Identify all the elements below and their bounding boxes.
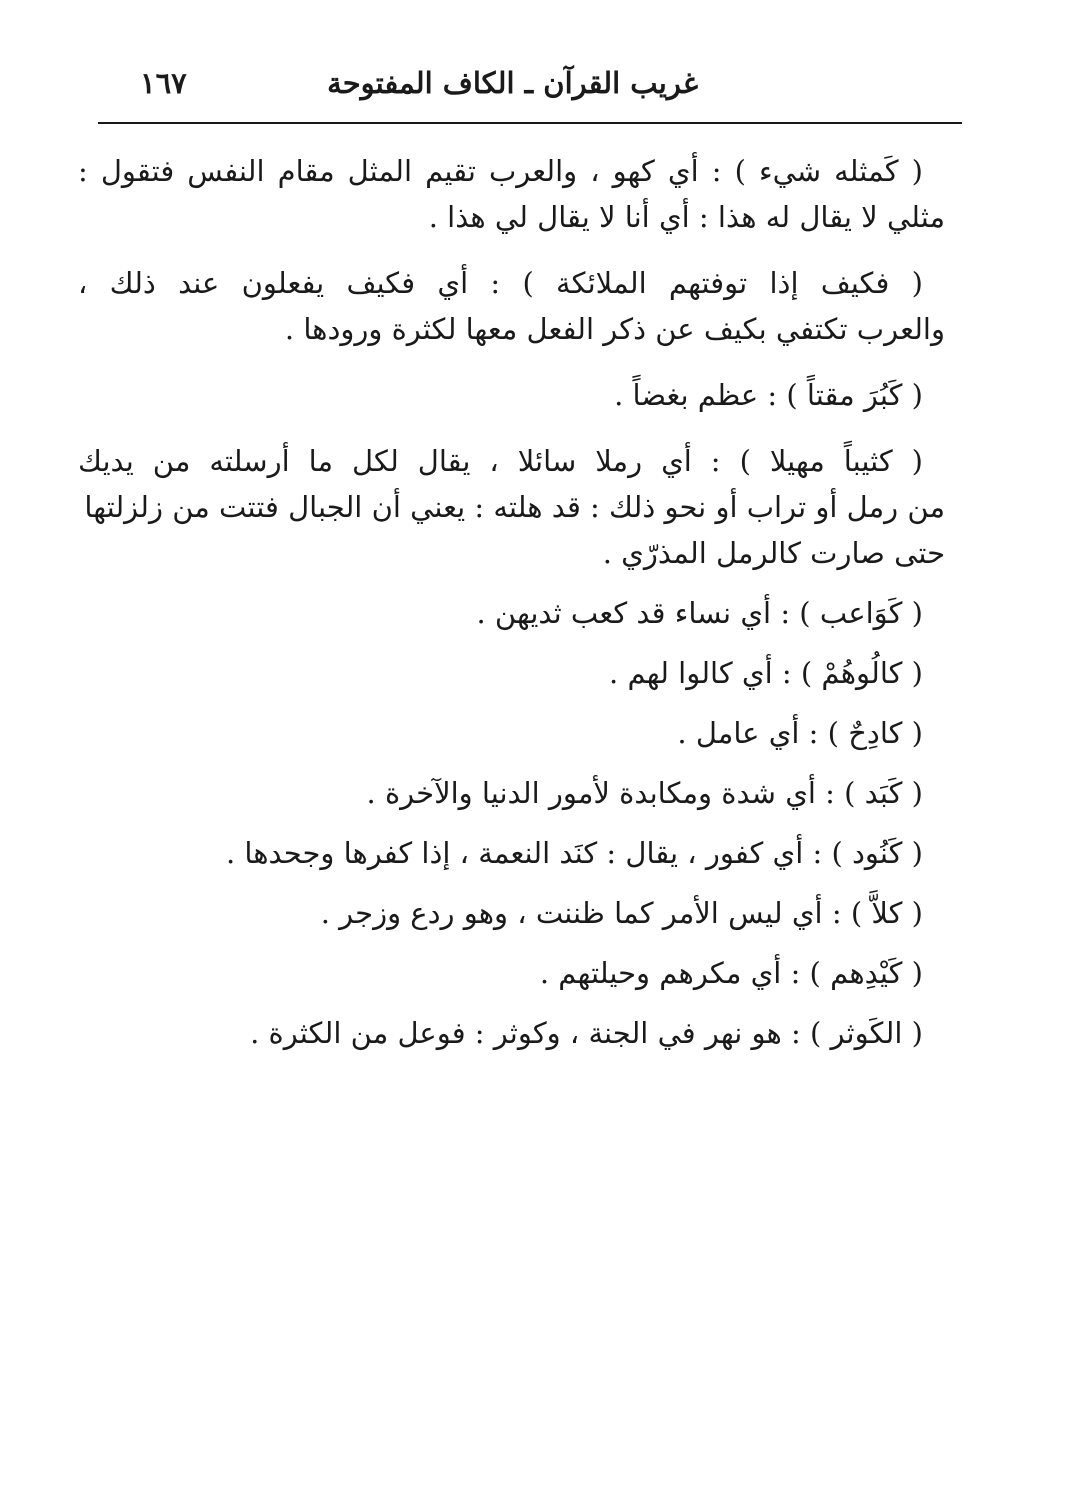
page-number: ١٦٧	[140, 66, 187, 100]
entry-line: ( كَبُرَ مقتاً ) : عظم بغضاً .	[614, 378, 923, 412]
entry-gap	[100, 876, 945, 890]
glossary-entry	[100, 950, 945, 996]
entry-gap	[100, 576, 945, 590]
glossary-entry	[78, 438, 945, 576]
entry-line: ( كلاَّ ) : أي ليس الأمر كما ظننت ، وهو ردع وزجر .	[320, 896, 923, 930]
entry-gap	[100, 996, 945, 1010]
entry-gap	[100, 936, 945, 950]
entry-line: والعرب تكتفي بكيف عن ذكر الفعل معها لكثرة ورودها .	[284, 312, 945, 346]
glossary-entry	[100, 590, 945, 636]
glossary-entry	[100, 710, 945, 756]
glossary-entry	[78, 260, 945, 352]
entry-line: ( كَبَد ) : أي شدة ومكابدة لأمور الدنيا والآخرة .	[366, 776, 923, 810]
entry-line: ( الكَوثر ) : هو نهر في الجنة ، وكوثر : فوعل من الكثرة .	[250, 1016, 923, 1050]
entry-gap	[100, 418, 945, 438]
entry-line: ( كادِحٌ ) : أي عامل .	[677, 716, 923, 750]
entry-gap	[100, 636, 945, 650]
entry-line: ( كَمثله شيء ) : أي كهو ، والعرب تقيم المثل مقام النفس فتقول :	[78, 154, 923, 188]
entry-line: مثلي لا يقال له هذا : أي أنا لا يقال لي هذا .	[428, 200, 945, 234]
entry-line: حتى صارت كالرمل المذرّي .	[602, 536, 945, 570]
entry-gap	[100, 816, 945, 830]
entry-line: ( كَيْدِهم ) : أي مكرهم وحيلتهم .	[539, 956, 923, 990]
entry-line: من رمل أو تراب أو نحو ذلك : قد هلته : يعني أن الجبال فتتت من زلزلتها	[84, 490, 945, 524]
entry-line: ( فكيف إذا توفتهم الملائكة ) : أي فكيف يفعلون عند ذلك ،	[78, 266, 923, 300]
glossary-entry	[100, 770, 945, 816]
entry-line: ( كَوَاعب ) : أي نساء قد كعب ثديهن .	[476, 596, 923, 630]
glossary-content	[78, 148, 945, 1056]
entry-line: ( كَنُود ) : أي كفور ، يقال : كنَد النعمة ، إذا كفرها وجحدها .	[225, 836, 923, 870]
entry-line: ( كثيباً مهيلا ) : أي رملا سائلا ، يقال لكل ما أرسلته من يديك	[78, 444, 923, 478]
header-rule	[98, 122, 962, 124]
entry-gap	[100, 352, 945, 372]
running-head	[98, 62, 960, 114]
glossary-entry	[100, 1010, 945, 1056]
entry-gap	[100, 696, 945, 710]
glossary-entry	[100, 650, 945, 696]
entry-gap	[100, 240, 945, 260]
glossary-entry	[78, 148, 945, 240]
glossary-entry	[100, 890, 945, 936]
glossary-entry	[100, 372, 945, 418]
header-title: غريب القرآن ـ الكاف المفتوحة	[327, 66, 698, 100]
glossary-entry	[100, 830, 945, 876]
entry-line: ( كالُوهُمْ ) : أي كالوا لهم .	[609, 656, 923, 690]
entry-gap	[100, 756, 945, 770]
